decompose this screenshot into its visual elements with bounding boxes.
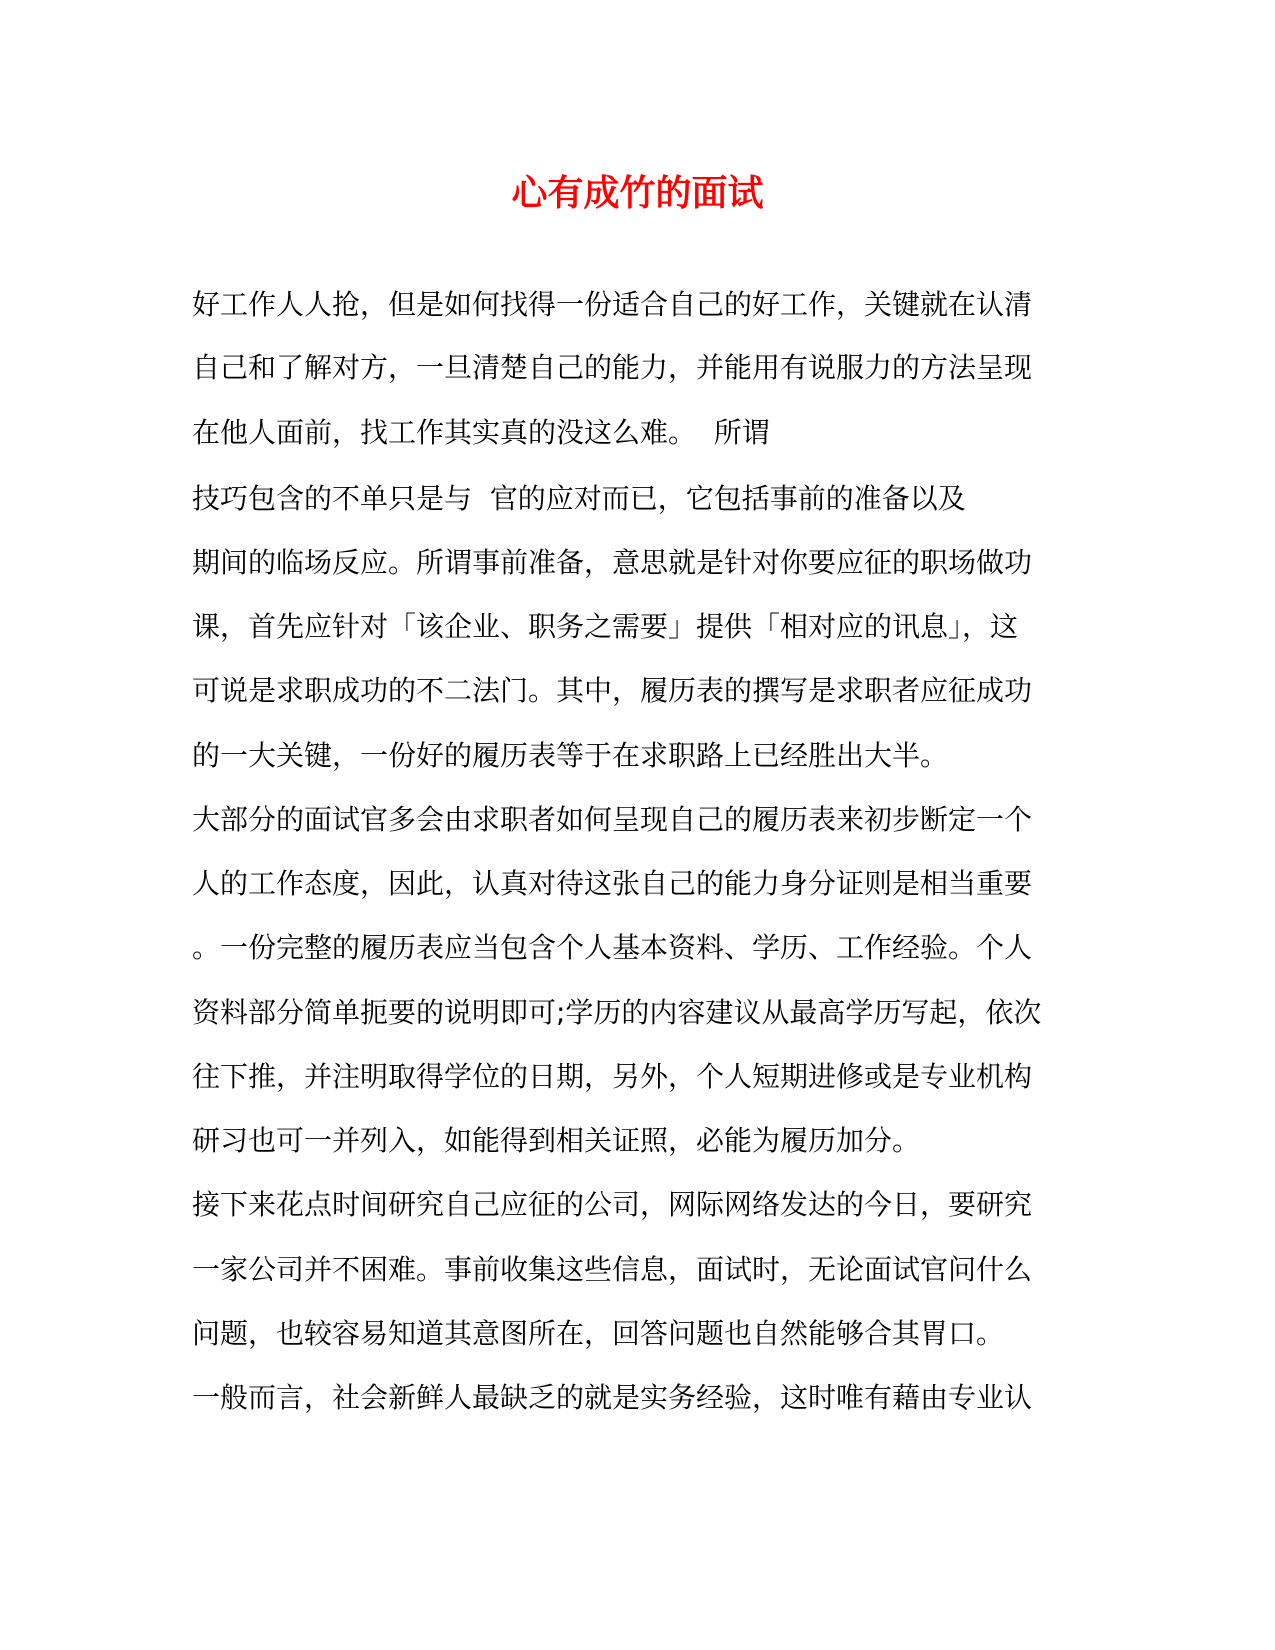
body-text-line: 自己和了解对方，一旦清楚自己的能力，并能用有说服力的方法呈现 <box>192 351 1033 384</box>
body-text-line: 一般而言，社会新鲜人最缺乏的就是实务经验，这时唯有藉由专业认 <box>192 1381 1033 1414</box>
body-text-line: 期间的临场反应。所谓事前准备，意思就是针对你要应征的职场做功 <box>192 546 1033 579</box>
body-text-line: 。一份完整的履历表应当包含个人基本资料、学历、工作经验。个人 <box>192 931 1033 964</box>
body-text-line: 接下来花点时间研究自己应征的公司，网际网络发达的今日，要研究 <box>192 1188 1033 1221</box>
body-text-line: 在他人面前，找工作其实真的没这么难。 所谓 <box>192 416 770 449</box>
body-text-line: 技巧包含的不单只是与 官的应对而已，它包括事前的准备以及 <box>192 482 966 515</box>
body-text-line: 人的工作态度，因此，认真对待这张自己的能力身分证则是相当重要 <box>192 867 1033 900</box>
document-title: 心有成竹的面试 <box>511 172 764 214</box>
body-text-line: 往下推，并注明取得学位的日期，另外，个人短期进修或是专业机构 <box>192 1060 1033 1093</box>
body-text-line: 问题，也较容易知道其意图所在，回答问题也自然能够合其胃口。 <box>192 1317 1005 1350</box>
body-text-line: 大部分的面试官多会由求职者如何呈现自己的履历表来初步断定一个 <box>192 803 1033 836</box>
body-text-line: 好工作人人抢，但是如何找得一份适合自己的好工作，关键就在认清 <box>192 288 1033 321</box>
body-text-line: 资料部分简单扼要的说明即可;学历的内容建议从最高学历写起，依次 <box>192 996 1042 1029</box>
body-text-line: 的一大关键，一份好的履历表等于在求职路上已经胜出大半。 <box>192 739 949 772</box>
body-text-line: 研习也可一并列入，如能得到相关证照，必能为履历加分。 <box>192 1124 921 1157</box>
body-text-line: 课，首先应针对「该企业、职务之需要」提供「相对应的讯息」，这 <box>192 610 1019 643</box>
body-text-line: 一家公司并不困难。事前收集这些信息，面试时，无论面试官问什么 <box>192 1253 1033 1286</box>
body-text-line: 可说是求职成功的不二法门。其中，履历表的撰写是求职者应征成功 <box>192 674 1033 707</box>
